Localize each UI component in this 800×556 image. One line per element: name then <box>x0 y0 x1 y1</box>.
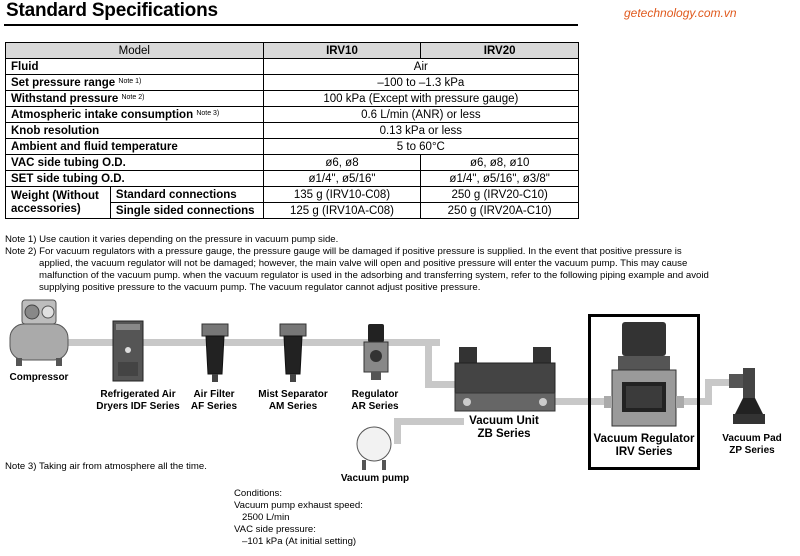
note-1: Note 1) Use caution it varies depending on the pressure in vacuum pump side. <box>5 234 339 245</box>
exhaust-speed-value: 2500 L/min <box>242 512 290 523</box>
watermark-text: getechnology.com.vn <box>624 6 737 20</box>
row-value-ambient: 5 to 60°C <box>263 139 578 155</box>
exhaust-speed-label: Vacuum pump exhaust speed: <box>234 500 363 511</box>
table-row <box>6 123 579 139</box>
vacuum-pump-caption: Vacuum pump <box>340 473 410 484</box>
regulator-icon <box>361 322 391 382</box>
table-row <box>6 75 579 91</box>
note-3: Note 3) Taking air from atmosphere all the time. <box>5 461 207 472</box>
row-label-vac-tubing: VAC side tubing O.D. <box>6 155 264 171</box>
filter-caption: Air Filter AF Series <box>190 389 238 412</box>
table-row <box>6 139 579 155</box>
conditions-title: Conditions: <box>234 488 282 499</box>
tubing-irv10-inch: ø1/4", ø5/16" <box>263 171 421 187</box>
weight-irv20-standard: 250 g (IRV20-C10) <box>421 187 579 203</box>
table-row <box>6 59 579 75</box>
vacuum-pad-caption: Vacuum Pad ZP Series <box>722 433 782 456</box>
regulator-caption: Regulator AR Series <box>351 389 399 412</box>
title-underline <box>4 24 578 26</box>
row-value-set-pressure: –100 to –1.3 kPa <box>263 75 578 91</box>
compressor-icon <box>8 298 70 368</box>
vacuum-pad-icon <box>727 364 771 432</box>
note-ref: Note 3) <box>196 110 220 117</box>
row-label-set-tubing: SET side tubing O.D. <box>6 171 264 187</box>
mist-separator-icon <box>278 322 308 384</box>
row-value-knob: 0.13 kPa or less <box>263 123 578 139</box>
row-label-set-pressure: Set pressure range $^{Note 1)}$ <box>6 75 264 91</box>
vacuum-regulator-caption: Vacuum Regulator IRV Series <box>593 433 695 458</box>
note-ref: Note 1) <box>118 78 142 85</box>
notes-block <box>5 234 785 294</box>
model-irv10-header: IRV10 <box>263 43 421 59</box>
row-label-single-connections: Single sided connections <box>110 203 263 219</box>
row-value-fluid: Air <box>263 59 578 75</box>
dryer-caption: Refrigerated Air Dryers IDF Series <box>96 389 180 412</box>
table-row <box>6 91 579 107</box>
vac-side-pressure-value: –101 kPa (At initial setting) <box>242 536 357 547</box>
note-2-line: supplying positive pressure to the vacuum pump. The vacuum regulator cannot adjust positive pressure. <box>39 282 481 293</box>
row-label-withstand: Withstand pressure $^{Note 2)}$ <box>6 91 264 107</box>
tubing-irv20-metric: ø6, ø8, ø10 <box>421 155 579 171</box>
model-irv20-header: IRV20 <box>421 43 579 59</box>
vacuum-pump-icon <box>354 424 394 472</box>
pipe-riser <box>425 339 432 387</box>
note-2-line: applied, the vacuum regulator will not be damaged; however, the main valve will open and positive pressure will enter the vacuum pump. This may cause <box>39 258 688 269</box>
air-filter-icon <box>200 322 230 384</box>
row-label-knob: Knob resolution <box>6 123 264 139</box>
note-2-line: malfunction of the vacuum pump. when the vacuum regulator is used in the adsorbing and transferring system, refer to the following piping example and avoid <box>39 270 709 281</box>
row-label-intake: Atmospheric intake consumption $^{Note 3)}$ <box>6 107 264 123</box>
pipe-to-pad <box>705 379 729 386</box>
pipe-pump-to-unit <box>394 418 464 425</box>
compressor-caption: Compressor <box>9 372 69 383</box>
row-value-withstand: 100 kPa (Except with pressure gauge) <box>263 91 578 107</box>
conditions-block <box>234 488 363 548</box>
weight-irv10-single: 125 g (IRV10A-C08) <box>263 203 421 219</box>
note-ref: Note 2) <box>121 94 145 101</box>
model-header: Model <box>6 43 264 59</box>
table-header-row <box>6 43 579 59</box>
row-value-intake: 0.6 L/min (ANR) or less <box>263 107 578 123</box>
spec-table <box>5 42 579 219</box>
table-row <box>6 171 579 187</box>
row-label-standard-connections: Standard connections <box>110 187 263 203</box>
row-label-ambient: Ambient and fluid temperature <box>6 139 264 155</box>
row-label-weight: Weight (Without accessories) <box>6 187 111 219</box>
vacuum-unit-caption: Vacuum Unit ZB Series <box>469 415 539 440</box>
table-row <box>6 187 579 203</box>
table-row <box>6 155 579 171</box>
air-dryer-icon <box>112 320 144 382</box>
vacuum-unit-icon <box>453 345 557 413</box>
row-label-fluid: Fluid <box>6 59 264 75</box>
note-2-line: Note 2) For vacuum regulators with a pressure gauge, the pressure gauge will be damaged if positive pressure is supplied. In the event that positive pressure is <box>5 246 682 257</box>
vacuum-regulator-icon <box>604 320 684 428</box>
tubing-irv10-metric: ø6, ø8 <box>263 155 421 171</box>
tubing-irv20-inch: ø1/4", ø5/16", ø3/8" <box>421 171 579 187</box>
page-title: Standard Specifications <box>6 0 218 21</box>
weight-irv10-standard: 135 g (IRV10-C08) <box>263 187 421 203</box>
table-row <box>6 107 579 123</box>
vac-side-pressure-label: VAC side pressure: <box>234 524 316 535</box>
weight-irv20-single: 250 g (IRV20A-C10) <box>421 203 579 219</box>
mist-separator-caption: Mist Separator AM Series <box>258 389 328 412</box>
